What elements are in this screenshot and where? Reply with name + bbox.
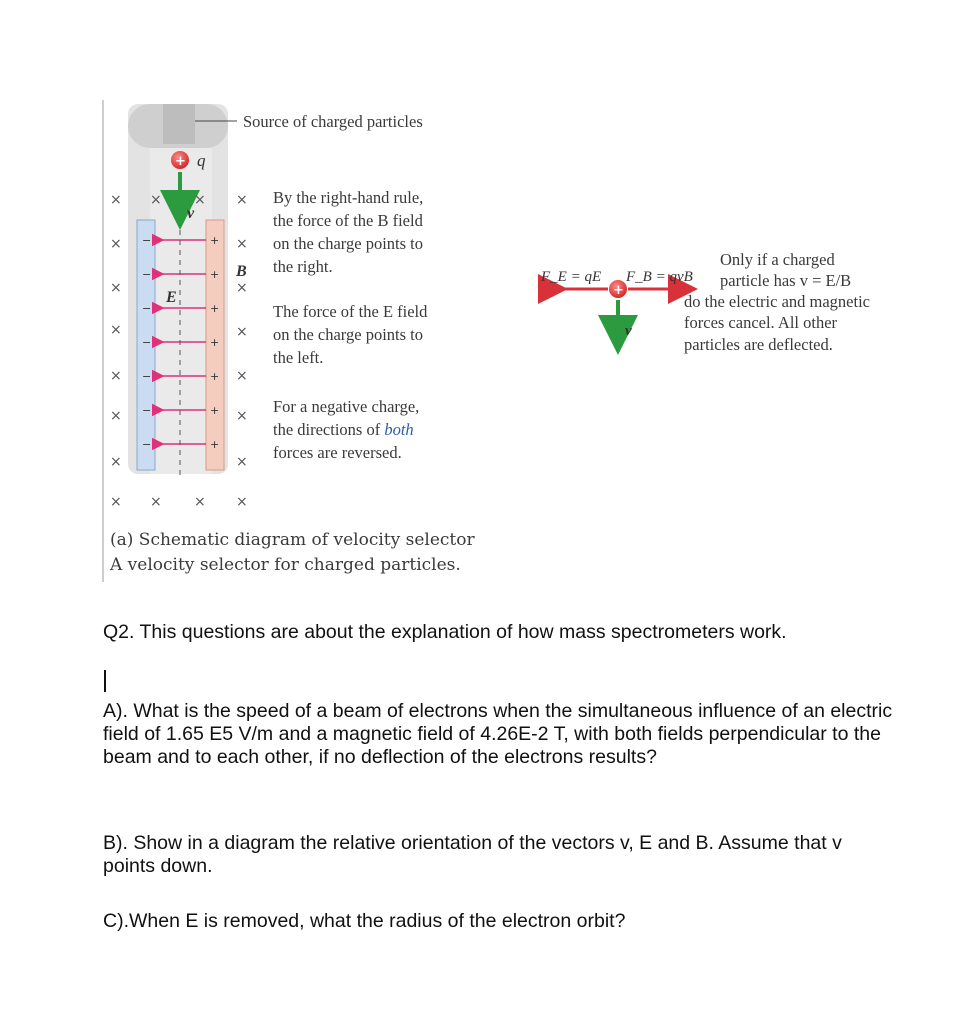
E-force-note — [273, 302, 428, 367]
E-field-label: E — [166, 289, 177, 306]
svg-text:+: + — [210, 234, 220, 247]
svg-text:×: × — [236, 236, 248, 252]
svg-text:×: × — [110, 192, 122, 208]
svg-text:By the right-hand rule,: By the right-hand rule, — [273, 188, 424, 207]
svg-text:+: + — [210, 370, 220, 383]
svg-text:×: × — [236, 368, 248, 384]
svg-text:×: × — [150, 192, 162, 208]
svg-text:the right.: the right. — [273, 257, 333, 276]
svg-text:−: − — [142, 268, 152, 281]
text-cursor — [104, 670, 106, 692]
velocity-label: v — [187, 205, 195, 222]
caption-a: (a) Schematic diagram of velocity selector — [110, 530, 475, 550]
question-part-c: C).When E is removed, what the radius of the electron orbit? — [103, 910, 626, 932]
svg-text:For a negative charge,: For a negative charge, — [273, 397, 420, 416]
svg-text:the directions of both: the directions of both — [273, 420, 414, 439]
svg-text:−: − — [142, 438, 152, 451]
svg-text:the force of the B field: the force of the B field — [273, 211, 423, 230]
svg-text:×: × — [110, 494, 122, 510]
source-label: Source of charged particles — [243, 112, 423, 131]
caption-b: A velocity selector for charged particles. — [110, 555, 461, 575]
velocity-label-right: v — [625, 323, 632, 339]
negative-charge-note — [273, 397, 419, 462]
charge-plus-sign-right: + — [613, 283, 624, 298]
svg-text:×: × — [110, 408, 122, 424]
svg-text:on the charge points to: on the charge points to — [273, 325, 423, 344]
svg-text:−: − — [142, 336, 152, 349]
svg-text:forces cancel. All other: forces cancel. All other — [684, 313, 838, 332]
svg-text:the left.: the left. — [273, 348, 324, 367]
svg-text:×: × — [194, 494, 206, 510]
right-hand-rule-note — [273, 188, 424, 276]
svg-text:−: − — [142, 370, 152, 383]
svg-text:×: × — [236, 408, 248, 424]
charge-label: q — [197, 151, 206, 170]
svg-text:particles are deflected.: particles are deflected. — [684, 335, 833, 354]
svg-text:particle has v = E/B: particle has v = E/B — [720, 271, 852, 290]
svg-text:×: × — [236, 494, 248, 510]
svg-text:on the charge points to: on the charge points to — [273, 234, 423, 253]
charge-plus-sign: + — [175, 154, 186, 169]
electric-force-label: F_E = qE — [541, 269, 602, 285]
question-title: Q2. This questions are about the explanation of how mass spectrometers work. — [103, 621, 787, 643]
question-part-a: A). What is the speed of a beam of electrons when the simultaneous influence of an electric field of 1.65 E5 V/m and a magnetic field of 4.26E-2 T, with both fields perpendicular to the beam and to each other, if no deflection of the electrons results? — [103, 700, 893, 768]
svg-text:+: + — [210, 438, 220, 451]
cancel-note — [684, 250, 870, 354]
svg-text:−: − — [142, 234, 152, 247]
svg-text:×: × — [110, 280, 122, 296]
svg-text:+: + — [210, 268, 220, 281]
svg-text:×: × — [236, 454, 248, 470]
B-field-label: B — [236, 263, 247, 280]
svg-text:×: × — [110, 236, 122, 252]
force-balance-diagram — [540, 269, 693, 339]
svg-text:×: × — [110, 322, 122, 338]
svg-text:+: + — [210, 336, 220, 349]
svg-text:×: × — [150, 494, 162, 510]
magnetic-force-label: F_B = qvB — [626, 269, 693, 285]
svg-text:×: × — [110, 368, 122, 384]
svg-text:Only if a charged: Only if a charged — [720, 250, 835, 269]
svg-text:×: × — [110, 454, 122, 470]
svg-text:−: − — [142, 302, 152, 315]
svg-text:forces are reversed.: forces are reversed. — [273, 443, 402, 462]
svg-text:×: × — [194, 192, 206, 208]
svg-text:−: − — [142, 404, 152, 417]
svg-text:do the electric and magnetic: do the electric and magnetic — [684, 292, 870, 311]
svg-text:The force of the E field: The force of the E field — [273, 302, 428, 321]
svg-text:+: + — [210, 404, 220, 417]
svg-text:×: × — [236, 192, 248, 208]
svg-text:×: × — [236, 324, 248, 340]
svg-text:+: + — [210, 302, 220, 315]
svg-text:×: × — [236, 280, 248, 296]
question-part-b: B). Show in a diagram the relative orientation of the vectors v, E and B. Assume that v points down. — [103, 832, 842, 877]
